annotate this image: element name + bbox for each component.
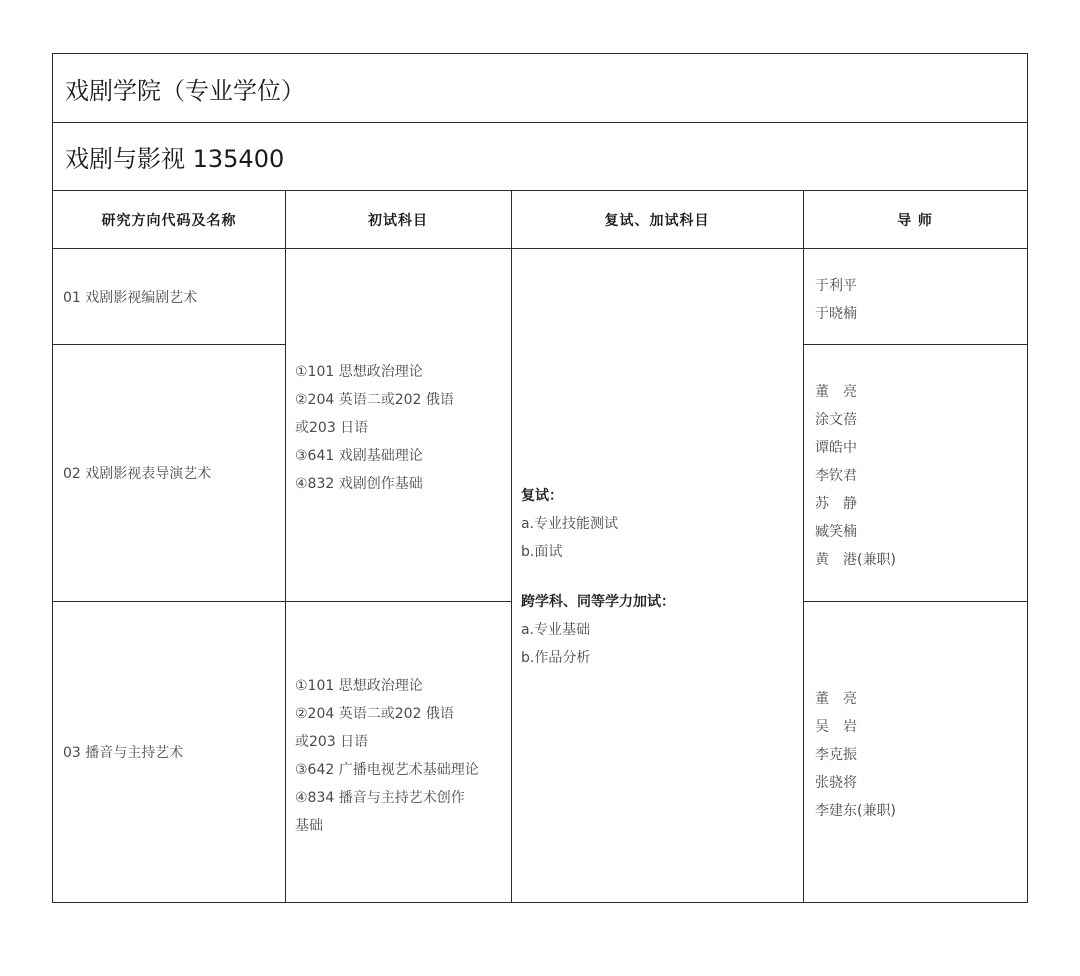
advisor-name: 董 亮 — [815, 384, 857, 400]
college-title: 戏剧学院（专业学位） — [53, 54, 1027, 123]
column-header-retest: 复试、加试科目 — [604, 212, 710, 229]
advisor-name: 吴 岩 — [815, 719, 857, 735]
column-header-initial-exam: 初试科目 — [368, 212, 428, 229]
exam-subject: ①101 思想政治理论 — [295, 678, 423, 694]
direction-label: 03 播音与主持艺术 — [63, 744, 184, 761]
direction-cell — [63, 344, 283, 601]
exam-subject: ②204 英语二或202 俄语 — [295, 392, 454, 408]
column-header-advisor: 导 师 — [897, 212, 933, 229]
admission-table — [52, 53, 1028, 903]
direction-cell — [63, 249, 283, 344]
advisor-name: 张骁将 — [815, 775, 857, 791]
advisor-list — [815, 272, 1023, 328]
advisor-name: 苏 静 — [815, 496, 857, 512]
advisor-name: 谭皓中 — [815, 440, 857, 456]
exam-subject: ①101 思想政治理论 — [295, 364, 423, 380]
row-divider — [803, 344, 1027, 345]
advisor-list — [815, 378, 1023, 574]
column-divider — [803, 191, 804, 902]
advisor-name: 于晓楠 — [815, 306, 857, 322]
exam-subject: ④832 戏剧创作基础 — [295, 476, 423, 492]
exam-subject: 或203 日语 — [295, 734, 369, 750]
exam-subject: 或203 日语 — [295, 420, 369, 436]
advisor-name: 于利平 — [815, 278, 857, 294]
column-header-direction: 研究方向代码及名称 — [101, 212, 237, 229]
extra-test-item: a.专业基础 — [521, 622, 591, 638]
retest-item: b.面试 — [521, 544, 563, 560]
advisor-list — [815, 685, 1023, 825]
program-title: 戏剧与影视 135400 — [53, 123, 1027, 191]
exam-subject: ②204 英语二或202 俄语 — [295, 706, 454, 722]
column-divider — [511, 191, 512, 902]
advisor-name: 黄 港(兼职) — [815, 552, 896, 568]
advisor-name: 董 亮 — [815, 691, 857, 707]
advisor-name: 李克振 — [815, 747, 857, 763]
exam-subject: ③642 广播电视艺术基础理论 — [295, 762, 479, 778]
extra-test-item: b.作品分析 — [521, 650, 591, 666]
retest-cell — [521, 482, 799, 672]
direction-cell — [63, 601, 283, 902]
table-header-row — [53, 191, 1027, 249]
direction-label: 02 戏剧影视表导演艺术 — [63, 465, 212, 482]
column-divider — [285, 191, 286, 902]
exam-subject: ④834 播音与主持艺术创作 — [295, 790, 465, 806]
retest-item: a.专业技能测试 — [521, 516, 619, 532]
extra-test-title: 跨学科、同等学力加试： — [521, 594, 675, 610]
exam-subject: ③641 戏剧基础理论 — [295, 448, 423, 464]
exam-subjects-cell — [295, 672, 507, 840]
row-divider — [803, 601, 1027, 602]
exam-subjects-cell — [295, 358, 507, 498]
retest-title: 复试： — [521, 488, 563, 504]
advisor-name: 李钦君 — [815, 468, 857, 484]
advisor-name: 涂文蓓 — [815, 412, 857, 428]
direction-label: 01 戏剧影视编剧艺术 — [63, 289, 198, 306]
advisor-name: 臧笑楠 — [815, 524, 857, 540]
advisor-name: 李建东(兼职) — [815, 803, 896, 819]
exam-subject: 基础 — [295, 818, 323, 834]
